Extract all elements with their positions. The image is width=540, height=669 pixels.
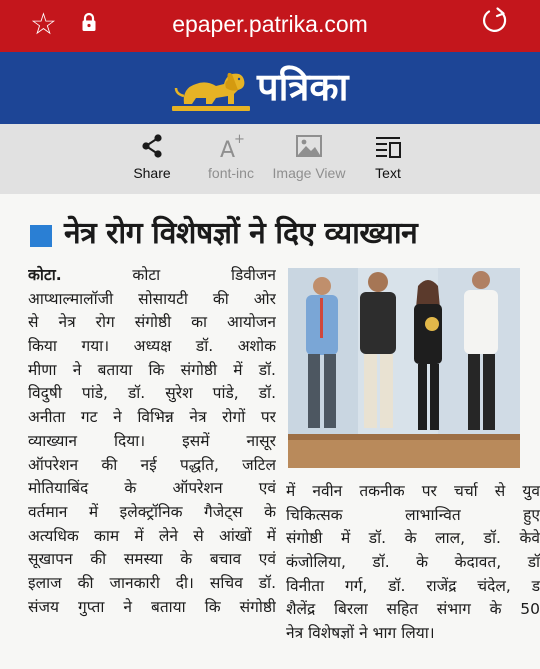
star-icon[interactable]: ☆ [30, 7, 57, 42]
article-line: अत्यधिक काम में लेने से आंखों में [28, 526, 276, 545]
brand-title: पत्रिका [257, 65, 349, 109]
share-icon [138, 132, 166, 160]
article-line: संजय गुप्ता ने बताया कि संगोष्ठी [28, 597, 276, 616]
article-line: किया गया। अध्यक्ष डॉ. अशोक [28, 337, 276, 356]
article-line: सूखापन की समस्या के बचाव एवं [28, 550, 276, 569]
article-line: व्याख्यान दिया। इसमें नासूर [28, 431, 276, 450]
article-line: कंजोलिया, डॉ. के केदावत, डॉ [286, 553, 540, 572]
article-column-2 [286, 480, 540, 646]
article-line: अनीता गट ने विभिन्न नेत्र रोगों पर [28, 408, 276, 427]
image-view-button[interactable] [264, 132, 354, 182]
article-line: से नेत्र रोग संगोष्ठी का आयोजन [28, 313, 276, 332]
article-column-1 [28, 264, 276, 619]
browser-url-bar [0, 0, 540, 52]
article-line: संगोष्ठी में डॉ. के लाल, डॉ. केवे [286, 529, 540, 548]
lion-logo-icon [172, 66, 250, 112]
share-button[interactable] [107, 132, 197, 182]
headline-text: नेत्र रोग विशेषज्ञों ने दिए व्याख्यान [64, 216, 418, 251]
article-line: शैलेंद्र बिरला सहित संभाग के 50 [286, 600, 540, 619]
font-inc-label: font-inc [208, 165, 254, 181]
url-text[interactable]: epaper.patrika.com [172, 11, 368, 37]
article-line [28, 264, 276, 288]
text-view-icon [374, 132, 402, 160]
article-line: मोतियाबिंद के ऑपरेशन एवं [28, 479, 276, 498]
article-line: इलाज की जानकारी दी। सचिव डॉ. [28, 573, 276, 592]
article-line: नेत्र विशेषज्ञों ने भाग लिया। [286, 624, 435, 643]
image-view-label: Image View [272, 165, 346, 181]
font-increase-icon [217, 132, 245, 160]
share-label: Share [133, 165, 171, 181]
text-view-button[interactable] [343, 132, 433, 182]
article-line: में नवीन तकनीक पर चर्चा से युव [286, 482, 540, 500]
font-increase-button[interactable] [186, 132, 276, 182]
reader-toolbar [0, 124, 540, 194]
svg-text:A: A [220, 138, 236, 160]
reload-icon[interactable] [480, 6, 510, 36]
image-icon [295, 132, 323, 160]
headline-bullet-icon [30, 225, 52, 247]
headline [28, 216, 540, 260]
dateline-continuation: कोटा डिवीजन [132, 266, 276, 284]
news-photo[interactable] [288, 268, 520, 468]
dateline: कोटा. [28, 266, 62, 284]
article-line: ऑपरेशन की नई पद्धति, जटिल [28, 455, 276, 474]
article-line: आप्थाल्मालॉजी सोसायटी की ओर [28, 289, 276, 308]
masthead [0, 52, 540, 124]
article-line: चिकित्सक लाभान्वित हुए [286, 505, 540, 524]
text-label: Text [375, 165, 401, 181]
svg-text:+: + [234, 132, 245, 147]
article-line: वर्तमान में इलेक्ट्रॉनिक गैजेट्स के [28, 502, 276, 521]
article-clipping [0, 194, 540, 669]
article-line: विदुषी पांडे, डॉ. सुरेश पांडे, डॉ. [28, 384, 276, 403]
article-line: मीणा ने बताया कि संगोष्ठी में डॉ. [28, 360, 276, 379]
article-line: विनीता गर्ग, डॉ. राजेंद्र चंदेल, ड [286, 576, 540, 595]
